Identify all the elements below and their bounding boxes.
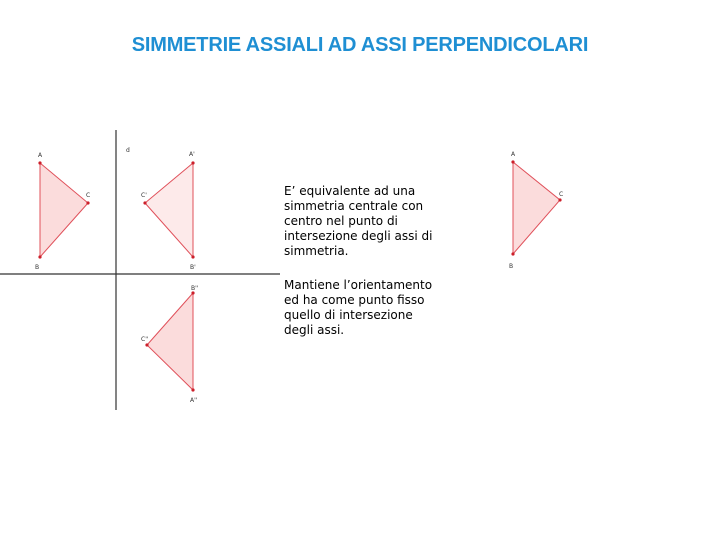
label-a1: A' (189, 151, 195, 158)
paragraph-equivalence: E’ equivalente ad una simmetria centrale con centro nel punto di intersezione degli assi di simmetria. (284, 184, 433, 258)
vertex-c (86, 201, 89, 204)
vertex-b1 (191, 255, 194, 258)
label-c1: C' (141, 192, 147, 199)
label-a2: A'' (190, 397, 198, 404)
label-rb: B (509, 263, 514, 270)
triangle-a2b2c2 (147, 293, 193, 390)
label-c: C (86, 192, 91, 199)
label-c2: C'' (141, 336, 149, 343)
vertex-b (38, 255, 41, 258)
label-b1: B' (190, 264, 196, 271)
label-rc: C (559, 191, 564, 198)
axis-label-d: d (126, 147, 130, 154)
vertex-ra (511, 160, 514, 163)
label-a: A (38, 152, 43, 159)
vertex-a1 (191, 161, 194, 164)
triangle-abc (40, 163, 91, 257)
vertex-c1 (143, 201, 146, 204)
vertex-a2 (191, 388, 194, 391)
triangle-right (513, 162, 560, 254)
vertex-rb (511, 252, 514, 255)
label-b2: B'' (191, 285, 199, 292)
vertex-c2 (145, 343, 148, 346)
label-ra: A (511, 151, 516, 158)
vertex-a (38, 161, 41, 164)
page-title: SIMMETRIE ASSIALI AD ASSI PERPENDICOLARI (131, 34, 589, 56)
triangle-a1b1c1 (145, 163, 193, 257)
paragraph-orientation: Mantiene l’orientamento ed ha come punto fisso quello di intersezione degli assi. (284, 278, 433, 337)
label-b: B (35, 264, 40, 271)
vertex-rc (558, 198, 561, 201)
